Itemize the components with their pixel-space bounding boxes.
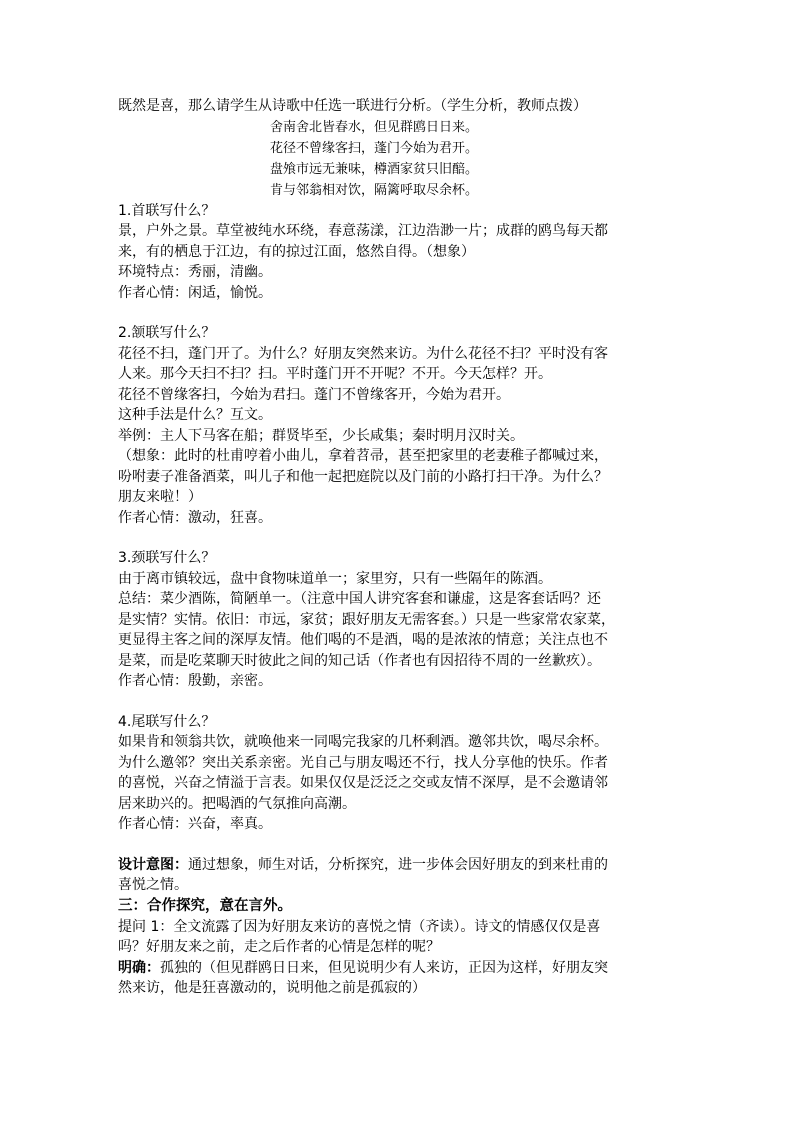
text-line: 总结：菜少酒陈，简陋单一。（注意中国人讲究客套和谦虚，这是客套话吗？还 (118, 591, 601, 607)
text-line: 是菜，而是吃菜聊天时彼此之间的知己话（作者也有因招待不周的一丝歉疚）。 (118, 652, 601, 669)
text-line: 环境特点：秀丽，清幽。 (118, 264, 272, 280)
part-three-heading: 三：合作探究，意在言外。 (118, 897, 292, 914)
poem-line: 肯与邻翁相对饮，隔篱呼取尽余杯。 (270, 182, 479, 198)
answer-line: 然来访，他是狂喜激动的，说明他之前是孤寂的） (118, 980, 426, 996)
text-line: 为什么邀邻？突出关系亲密。光自己与朋友喝还不行，找人分享他的快乐。作者 (118, 754, 608, 771)
answer-text: 孤独的（但见群鸥日日来，但见说明少有人来访，正因为这样，好朋友突 (160, 959, 608, 976)
text-line: 更显得主客之间的深厚友情。他们喝的不是酒，喝的是浓浓的情意；关注点也不 (118, 632, 608, 648)
text-line: 作者心情：殷勤，亲密。 (118, 673, 272, 689)
text-line: 人来。那今天扫不扫？扫。平时蓬门开不开呢？不开。今天怎样？开。 (118, 366, 552, 382)
section-fourth-couplet (118, 712, 690, 835)
section-first-couplet (118, 201, 690, 304)
text-line: 吩咐妻子准备酒菜，叫儿子和他一起把庭院以及门前的小路打扫干净。为什么？ (118, 468, 608, 485)
text-line: （想象：此时的杜甫哼着小曲儿，拿着苕帚，甚至把家里的老妻稚子都喊过来， (118, 448, 608, 464)
design-line: 喜悦之情。 (118, 877, 188, 893)
poem-block (118, 117, 690, 201)
answer-line (118, 958, 690, 979)
document-page (118, 96, 690, 999)
text-line: 作者心情：激动，狂喜。 (118, 509, 272, 526)
question-heading: 3.颈联写什么？ (118, 550, 216, 566)
design-intent (118, 855, 690, 896)
answer-label: 明确： (118, 959, 160, 976)
text-line: 的喜悦，兴奋之情溢于言表。如果仅仅是泛泛之交或友情不深厚，是不会邀请邻 (118, 775, 608, 791)
text-line: 朋友来啦！） (118, 489, 202, 505)
design-label: 设计意图： (118, 856, 188, 873)
poem-line: 舍南舍北皆春水，但见群鸥日日来。 (270, 119, 479, 135)
text-line: 由于离市镇较远，盘中食物味道单一；家里穷，只有一些隔年的陈酒。 (118, 570, 552, 587)
section-third-couplet (118, 548, 690, 692)
text-line: 花径不曾缘客扫，今始为君扫。蓬门不曾缘客开，今始为君开。 (118, 386, 510, 403)
section-second-couplet (118, 323, 690, 528)
question-line: 吗？好朋友来之前，走之后作者的心情是怎样的呢？ (118, 939, 440, 955)
question-heading: 1.首联写什么？ (118, 202, 216, 219)
question-heading: 4.尾联写什么？ (118, 713, 216, 730)
question-heading: 2.颔联写什么？ (118, 325, 216, 341)
text-line: 景，户外之景。草堂被纯水环绕，春意荡漾，江边浩渺一片；成群的鸥鸟每天都 (118, 223, 608, 239)
text-line: 花径不扫，蓬门开了。为什么？好朋友突然来访。为什么花径不扫？平时没有客 (118, 345, 608, 362)
poem-line: 花径不曾缘客扫，蓬门今始为君开。 (270, 140, 479, 156)
design-text: 通过想象，师生对话，分析探究，进一步体会因好朋友的到来杜甫的 (188, 856, 608, 873)
text-line: 如果肯和领翁共饮，就唤他来一同喝完我家的几杯剩酒。邀邻共饮，喝尽余杯。 (118, 734, 608, 750)
text-line: 作者心情：闲适，愉悦。 (118, 284, 272, 301)
text-line: 举例：主人下马客在船；群贤毕至，少长咸集；秦时明月汉时关。 (118, 427, 524, 444)
text-line: 是实情？实情。依旧：市远，家贫；跟好朋友无需客套。）只是一些家常农家菜， (118, 611, 615, 628)
text-line: 作者心情：兴奋，率真。 (118, 816, 272, 832)
text-line: 居来助兴的。把喝酒的气氛推向高潮。 (118, 795, 356, 812)
design-line (118, 855, 690, 876)
text-line: 来，有的栖息于江边，有的掠过江面，悠然自得。（想象） (118, 243, 475, 260)
poem-line: 盘飧市远无兼味，樽酒家贫只旧醅。 (270, 161, 479, 177)
text-line: 这种手法是什么？互文。 (118, 407, 272, 423)
question-line: 提问 1：全文流露了因为好朋友来访的喜悦之情（齐读）。诗文的情感仅仅是喜 (118, 918, 601, 935)
intro-paragraph: 既然是喜，那么请学生从诗歌中任选一联进行分析。（学生分析，教师点拨） (118, 98, 587, 114)
section-cooperative-inquiry (118, 896, 690, 999)
